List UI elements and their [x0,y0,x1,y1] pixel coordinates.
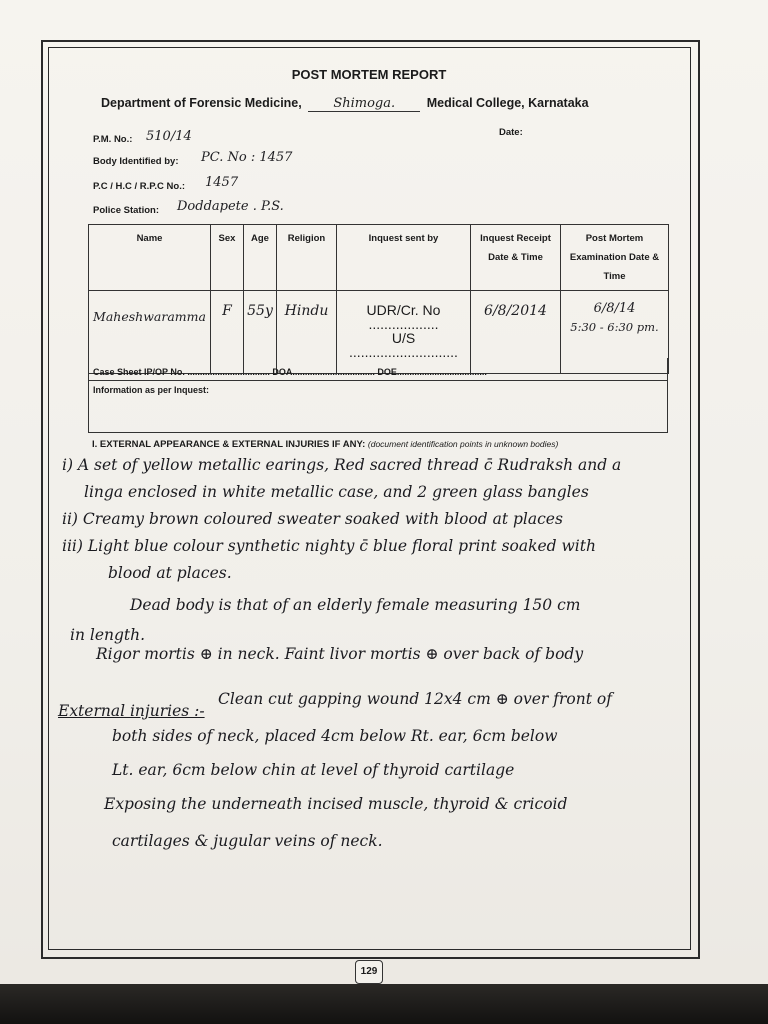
handwritten-line: Clean cut gapping wound 12x4 cm ⊕ over front of [218,690,612,708]
date-label: Date: [499,127,523,138]
handwritten-line: Exposing the underneath incised muscle, thyroid & cricoid [104,795,568,813]
cell-religion: Hindu [277,291,337,374]
handwritten-line: i) A set of yellow metallic earings, Red sacred thread c̄ Rudraksh and a [62,456,622,474]
pc-no-value: 1457 [205,175,239,190]
section-heading-note: (document identification points in unknown bodies) [367,439,559,449]
department-prefix: Department of Forensic Medicine, [101,96,302,110]
case-divider [89,380,667,381]
handwritten-line: blood at places. [108,564,232,582]
department-line [101,96,589,112]
col-header-inquest-sent-by: Inquest sent by [337,225,471,291]
information-label: Information as per Inquest: [93,385,210,395]
col-header-name: Name [89,225,211,291]
case-sheet-line: Case Sheet IP/OP No. ................................. DOA................................. DOE.................................... [93,367,487,377]
body-identified-label: Body Identified by: [93,156,179,167]
table-header-row [89,225,669,291]
report-title: POST MORTEM REPORT [291,67,447,82]
pm-no-value: 510/14 [146,129,192,144]
case-sheet-box [88,358,668,433]
cell-inquest-receipt: 6/8/2014 [471,291,561,374]
college-name: Shimoga. [308,96,420,112]
pc-no-label: P.C / H.C / R.P.C No.: [93,181,186,192]
col-header-age: Age [244,225,277,291]
handwritten-line: ii) Creamy brown coloured sweater soaked with blood at places [62,510,563,528]
desk-background [0,984,768,1024]
body-identified-value: PC. No : 1457 [201,150,293,165]
handwritten-line: both sides of neck, placed 4cm below Rt. ear, 6cm below [112,727,558,745]
police-station-value: Doddapete . P.S. [177,199,284,214]
external-injuries-label: External injuries :- [58,702,205,720]
cell-sex: F [211,291,244,374]
handwritten-line: linga enclosed in white metallic case, and 2 green glass bangles [84,483,589,501]
col-header-religion: Religion [277,225,337,291]
col-header-sex: Sex [211,225,244,291]
handwritten-line: Dead body is that of an elderly female measuring 150 cm [130,596,581,614]
handwritten-line: in length. [70,626,146,644]
pm-time: 5:30 - 6:30 pm. [570,320,659,334]
handwritten-line: Rigor mortis ⊕ in neck. Faint livor mortis ⊕ over back of body [96,645,584,663]
cell-name: Maheshwaramma [89,291,211,374]
department-suffix: Medical College, Karnataka [426,96,589,110]
col-header-pm-examination: Post Mortem Examination Date & Time [561,225,669,291]
section-heading-text: I. EXTERNAL APPEARANCE & EXTERNAL INJURIES IF ANY: [92,439,366,450]
handwritten-line: cartilages & jugular veins of neck. [112,832,383,850]
handwritten-line: Lt. ear, 6cm below chin at level of thyroid cartilage [112,761,515,779]
pm-date: 6/8/14 [593,301,636,316]
police-station-label: Police Station: [93,205,159,216]
us-label: U/S ............................ [349,330,458,360]
inquest-table [88,224,669,374]
udr-label: UDR/Cr. No .................. [366,302,441,332]
cell-age: 55y [244,291,277,374]
page-number: 129 [355,960,383,984]
handwritten-line: iii) Light blue colour synthetic nighty c̄ blue floral print soaked with [62,537,596,555]
pm-no-label: P.M. No.: [93,134,133,145]
section-heading [92,439,558,450]
col-header-inquest-receipt: Inquest Receipt Date & Time [471,225,561,291]
